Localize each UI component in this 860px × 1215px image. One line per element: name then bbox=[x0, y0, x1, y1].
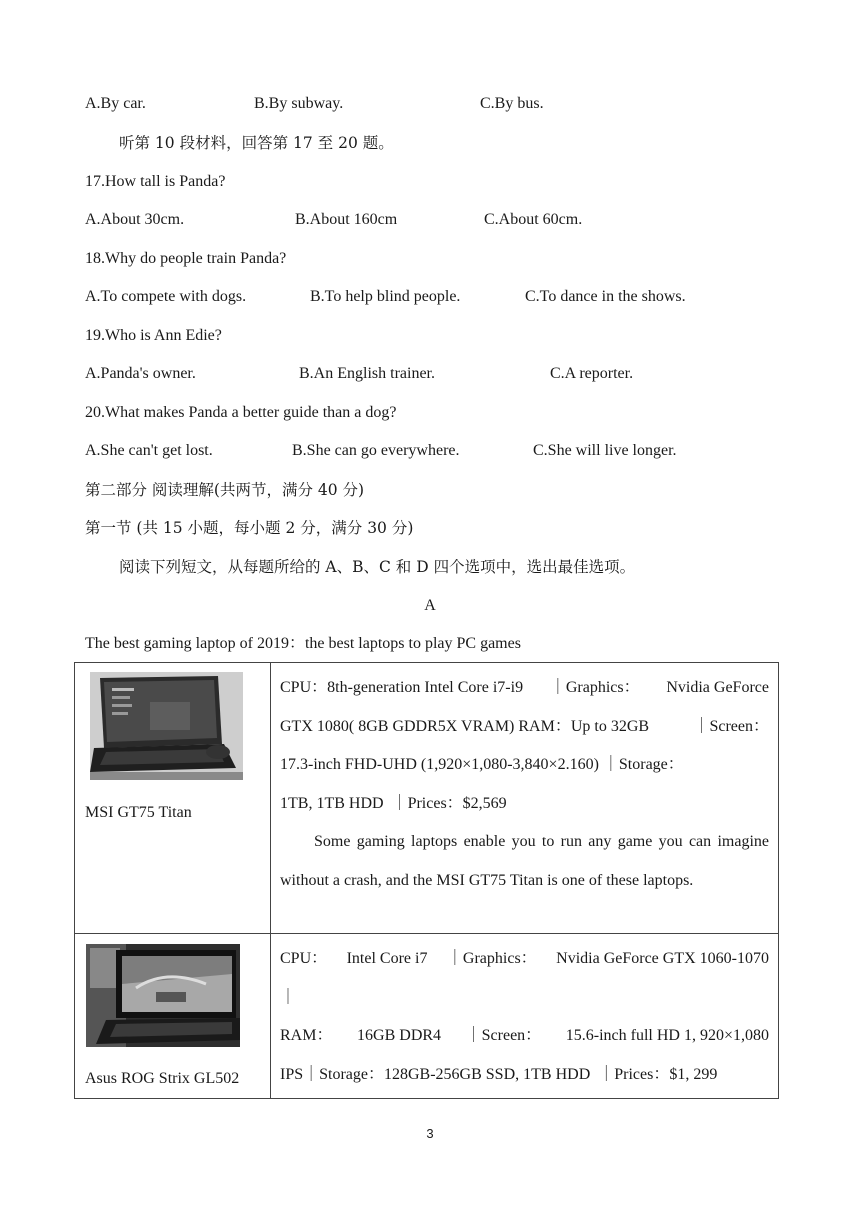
spec-text: CPU：8th-generation Intel Core i7-i9 bbox=[280, 679, 524, 696]
question-19: 19.Who is Ann Edie? bbox=[85, 327, 222, 344]
option-c: C.A reporter. bbox=[550, 365, 634, 382]
spec-line bbox=[280, 940, 769, 979]
spec-text: ｜Prices：$1, 299 bbox=[598, 1065, 718, 1083]
question-20: 20.What makes Panda a better guide than a dog? bbox=[85, 404, 397, 421]
laptop-table bbox=[74, 662, 779, 1099]
laptop-specs-cell bbox=[271, 934, 779, 1099]
laptop-specs-cell bbox=[271, 663, 779, 934]
spec-text: ｜Storage： bbox=[602, 756, 684, 774]
option-a: A.By car. bbox=[85, 95, 146, 112]
spec-text: ｜ bbox=[280, 988, 297, 1006]
section1-heading: 第一节 (共 15 小题，每小题 2 分，满分 30 分) bbox=[85, 519, 414, 537]
option-b: B.An English trainer. bbox=[299, 365, 435, 382]
part2-heading: 第二部分 阅读理解(共两节，满分 40 分) bbox=[85, 481, 365, 499]
spec-text: Intel Core i7 bbox=[346, 950, 428, 967]
spec-text: CPU： bbox=[280, 950, 328, 967]
spec-text: ｜Graphics： bbox=[549, 679, 640, 696]
spec-line bbox=[280, 746, 769, 785]
spec-line bbox=[280, 669, 769, 708]
option-b: B.She can go everywhere. bbox=[292, 442, 460, 459]
question-17: 17.How tall is Panda? bbox=[85, 173, 226, 190]
q16-options bbox=[85, 94, 785, 114]
spec-text: ｜Screen： bbox=[693, 717, 769, 735]
spec-text: Nvidia GeForce bbox=[666, 679, 769, 696]
spec-text: 16GB DDR4 bbox=[357, 1027, 442, 1045]
table-row bbox=[75, 934, 779, 1099]
spec-text: ｜Graphics： bbox=[446, 950, 537, 967]
passage-title: The best gaming laptop of 2019：the best laptops to play PC games bbox=[85, 635, 521, 652]
spec-line bbox=[280, 708, 769, 747]
spec-text: ｜Prices：$2,569 bbox=[391, 794, 507, 812]
spec-text: Nvidia GeForce GTX 1060-1070 bbox=[556, 950, 769, 967]
passage-label: A bbox=[424, 597, 436, 614]
laptop-name: Asus ROG Strix GL502 bbox=[85, 1070, 240, 1087]
spec-text: 1TB, 1TB HDD bbox=[280, 794, 384, 812]
spec-line bbox=[280, 1056, 769, 1095]
spec-text: RAM： bbox=[280, 1027, 333, 1045]
question-18: 18.Why do people train Panda? bbox=[85, 250, 287, 267]
option-a: A.She can't get lost. bbox=[85, 442, 213, 459]
option-c: C.She will live longer. bbox=[533, 442, 677, 459]
spec-text: IPS｜Storage：128GB-256GB SSD, 1TB HDD bbox=[280, 1065, 591, 1083]
spec-line bbox=[280, 1017, 769, 1056]
laptop-photo bbox=[86, 944, 240, 1047]
laptop-image-cell bbox=[75, 663, 271, 934]
spec-line bbox=[280, 979, 769, 1018]
option-c: C.By bus. bbox=[480, 95, 544, 112]
option-b: B.To help blind people. bbox=[310, 288, 461, 305]
option-b: B.By subway. bbox=[254, 95, 344, 112]
reading-instruction: 阅读下列短文，从每题所给的 A、B、C 和 D 四个选项中，选出最佳选项。 bbox=[119, 558, 636, 576]
spec-text: 17.3-inch FHD-UHD (1,920×1,080-3,840×2.160) bbox=[280, 756, 599, 774]
section10-instruction: 听第 10 段材料，回答第 17 至 20 题。 bbox=[119, 134, 394, 152]
q20-options bbox=[85, 441, 785, 461]
option-a: A.To compete with dogs. bbox=[85, 288, 247, 305]
option-b: B.About 160cm bbox=[295, 211, 398, 228]
option-a: A.About 30cm. bbox=[85, 211, 185, 228]
page-number: 3 bbox=[426, 1126, 434, 1141]
table-row bbox=[75, 663, 779, 934]
q19-options bbox=[85, 364, 785, 384]
option-a: A.Panda's owner. bbox=[85, 365, 196, 382]
laptop-image-cell bbox=[75, 934, 271, 1099]
option-c: C.About 60cm. bbox=[484, 211, 583, 228]
laptop-description: Some gaming laptops enable you to run any game you can imagine without a crash, and the MSI GT75 Titan is one of these laptops. bbox=[280, 833, 769, 889]
q17-options bbox=[85, 210, 785, 230]
spec-text: 15.6-inch full HD 1, 920×1,080 bbox=[565, 1027, 769, 1045]
laptop-name: MSI GT75 Titan bbox=[85, 804, 192, 821]
q18-options bbox=[85, 287, 785, 307]
spec-text: ｜Screen： bbox=[465, 1027, 542, 1045]
spec-text: GTX 1080( 8GB GDDR5X VRAM) RAM：Up to 32GB bbox=[280, 717, 650, 735]
spec-line bbox=[280, 785, 769, 824]
option-c: C.To dance in the shows. bbox=[525, 288, 686, 305]
laptop-photo bbox=[90, 672, 243, 780]
